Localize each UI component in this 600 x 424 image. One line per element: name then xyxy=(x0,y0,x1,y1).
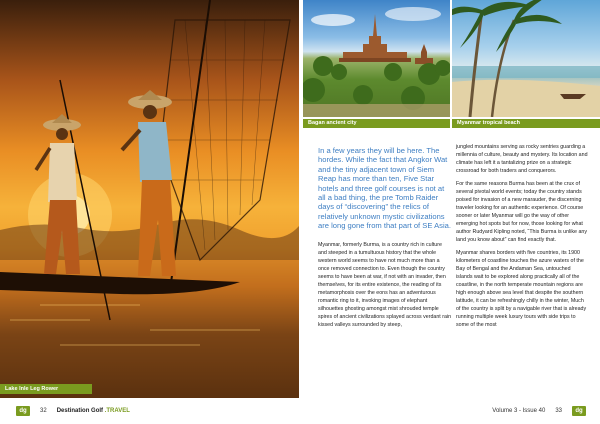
left-page xyxy=(0,0,299,424)
lead-paragraph xyxy=(318,146,452,231)
hero-photo-fishermen xyxy=(0,0,299,398)
column-1-body xyxy=(318,241,452,329)
beach-illustration xyxy=(452,0,600,117)
column-2-paragraph-1: jungled mountains serving as rocky sentries guarding a millennia of culture, beauty and mystery. Its location and climate has left it a tantalizing prize on a strategic crossroad for both traders and conquerors. xyxy=(456,144,588,174)
temple-caption: Bagan ancient city xyxy=(303,119,450,128)
article-column-2 xyxy=(456,143,588,334)
right-page xyxy=(299,0,600,424)
page-number-right: 33 xyxy=(555,408,562,414)
page-number-left: 32 xyxy=(40,408,47,414)
column-1-paragraph: Myanmar, formerly Burma, is a country rich in culture and steeped in a tumultuous history that the whole western world seems to have not much more than a once removed connection to. Even though the country seems to have been at war, if not with an invader, then themselves, for its entire existence, the reading of its metamorphosis over the eons has an adventurous romantic ring to it, invoking images of elephant silhouettes ghosting amongst mist shrouded temple spires of ancient civilizations splayed across verdant rain kissed valleys surrounded by steep, xyxy=(318,241,452,328)
right-footer xyxy=(492,402,586,420)
fishermen-silhouette-illustration xyxy=(0,0,299,398)
column-2-paragraph-3: Myanmar shares borders with five countries, its 1900 kilometers of coastline touches the azure waters of the Bay of Bengal and the Andaman Sea, untouched islands wait to be explored along practically all of the coastline, in the north temperate mountain regions are high enough above sea level that despite the southern latitude, it can be refreshingly chilly in the winter, Much of the country is split by a navigable river that is already running multiple week luxury tours with side trips to some of the most xyxy=(456,250,587,328)
article-column-1 xyxy=(318,146,452,329)
temple-photo xyxy=(303,0,450,117)
issue-label: Volume 3 - Issue 40 xyxy=(492,408,546,414)
left-footer xyxy=(16,402,130,420)
dg-logo: dg xyxy=(16,406,30,416)
beach-photo xyxy=(452,0,600,117)
column-2-body xyxy=(456,143,588,329)
dg-logo-right: dg xyxy=(572,406,586,416)
beach-caption: Myanmar tropical beach xyxy=(452,119,600,128)
temple-illustration xyxy=(303,0,450,117)
magazine-suffix: .TRAVEL xyxy=(104,408,130,414)
column-2-paragraph-2: For the same reasons Burma has been at the crux of several pivotal world events; today the country stands poised for invasion of a new marauder, the discerning traveler looking for an authentic experience. Of course sooner or later Myanmar will go the way of other emerging hot spots but for now, those looking for what author Rudyard Kipling noted, “This Burma is unlike any land you know about” can find exactly that. xyxy=(456,181,588,243)
magazine-title: Destination Golf xyxy=(56,408,104,414)
lead-text: In a few years they will be here. The hordes. While the fact that Angkor Wat and the tiny adjacent town of Siem Reap has more than ten, Five Star hotels and three golf courses is not at all a bad thing, the pre Tomb Raider days of “discovering” the relics of relatively unknown mystic civilizations are long gone from that part of SE Asia. xyxy=(318,146,451,231)
hero-caption: Lake Inle Leg Rower xyxy=(0,384,92,394)
magazine-name xyxy=(57,408,130,414)
